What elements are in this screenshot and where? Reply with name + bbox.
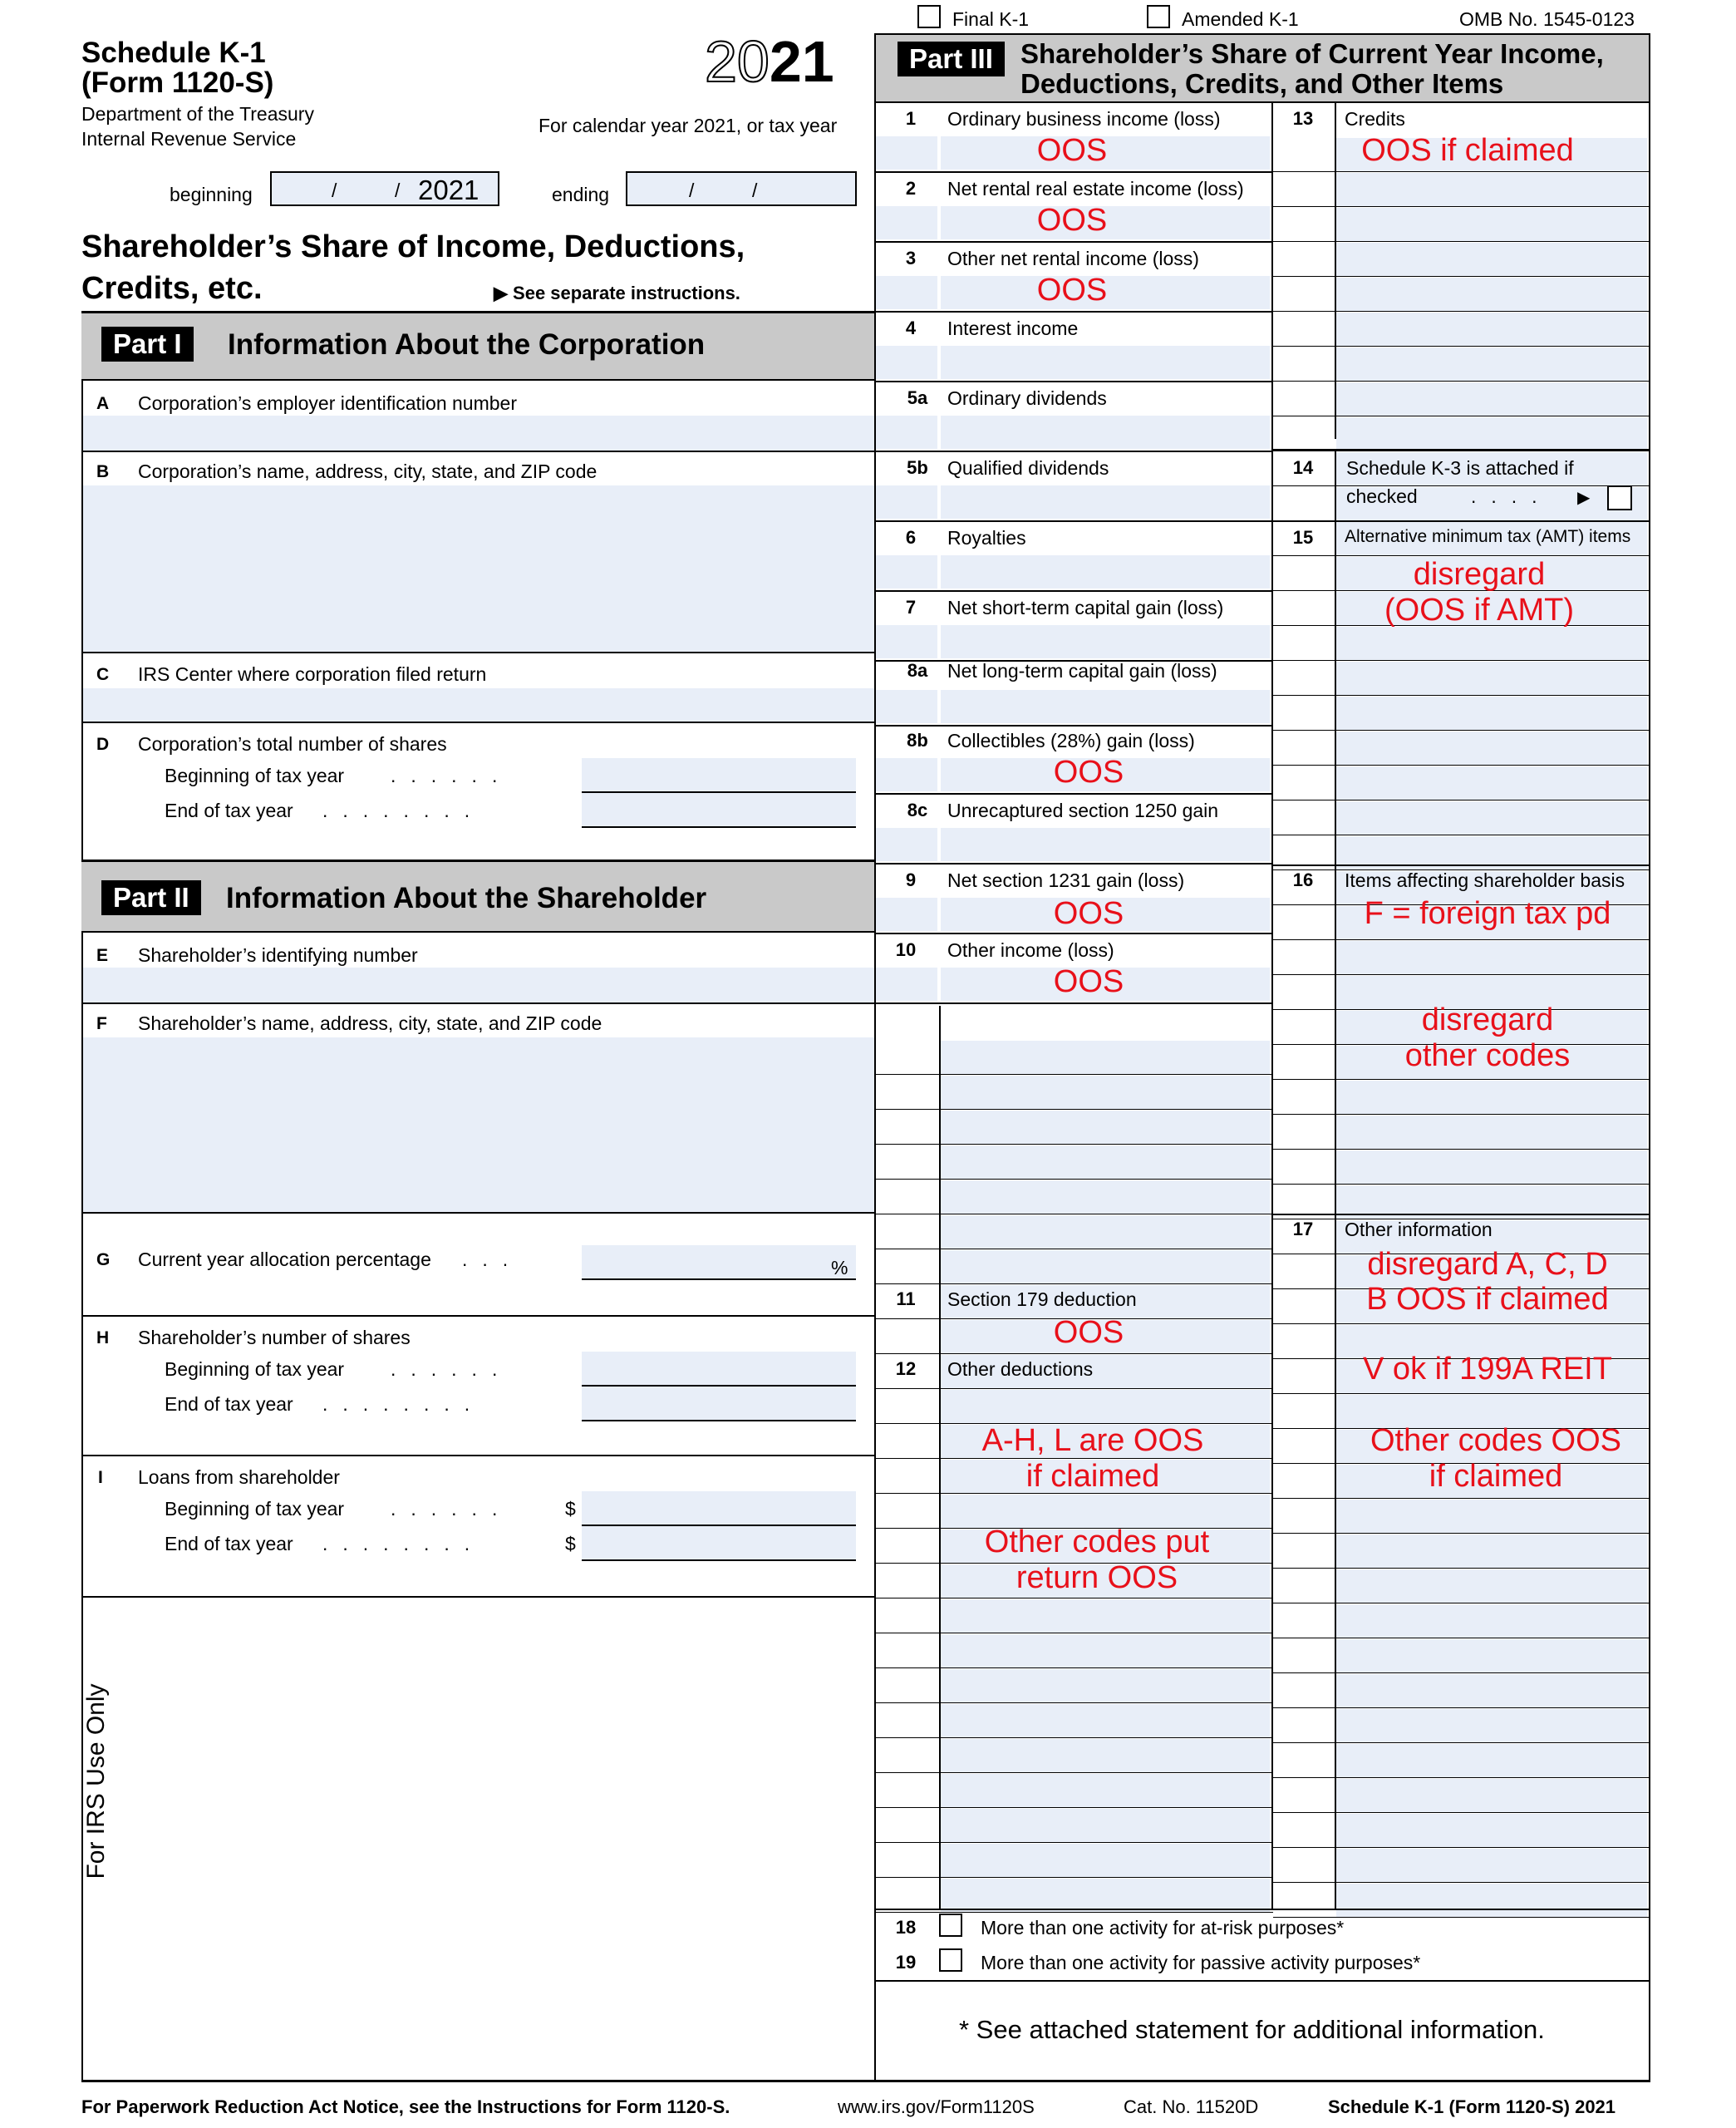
- form-title-line2: Credits, etc.: [81, 271, 263, 306]
- line-10-num: 10: [895, 939, 917, 960]
- beginning-year: 2021: [418, 175, 479, 205]
- p3-right-rule-166: [1273, 171, 1649, 172]
- divider-c: [81, 722, 874, 723]
- p3-left-fill-1924[interactable]: [941, 1599, 1270, 1633]
- p3-left-entry-7[interactable]: [941, 625, 1270, 658]
- line-14-arrow: ▶: [1577, 489, 1591, 507]
- letter-h: H: [96, 1328, 110, 1347]
- d-beginning-field[interactable]: [582, 758, 856, 793]
- p3-right-entry-460[interactable]: [1336, 382, 1647, 416]
- p3-left-code-8[interactable]: [876, 690, 937, 723]
- p3-left-fill-1504[interactable]: [941, 1250, 1270, 1283]
- p3-left-code-5[interactable]: [876, 485, 937, 519]
- annot-line9: OOS: [1053, 896, 1124, 931]
- annot-line12-d: return OOS: [1016, 1560, 1178, 1595]
- irs-name: Internal Revenue Service: [81, 128, 297, 150]
- tax-year: [705, 28, 834, 95]
- p3-left-fill-2092[interactable]: [941, 1739, 1270, 1772]
- p3-right-entry-2224[interactable]: [1336, 1849, 1647, 1882]
- bottom-border: [81, 2080, 1650, 2082]
- p3-left-code-3[interactable]: [876, 346, 937, 379]
- divider-f: [81, 1212, 874, 1214]
- divider-h: [81, 1455, 874, 1456]
- line-18-num: 18: [895, 1917, 917, 1938]
- year-outline: 20: [705, 29, 770, 94]
- line-5b-label: Qualified dividends: [947, 457, 1109, 479]
- p3-left-fill-rule-2050: [874, 1737, 1273, 1738]
- label-e: Shareholder’s identifying number: [138, 944, 418, 966]
- p3-right-entry-2056[interactable]: [1336, 1709, 1647, 1742]
- divider-e: [81, 1002, 874, 1004]
- footer-paperwork: For Paperwork Reduction Act Notice, see the Instructions for Form 1120-S.: [81, 2096, 730, 2117]
- line-5a-label: Ordinary dividends: [947, 387, 1107, 409]
- line-4-num: 4: [905, 318, 917, 338]
- i-end-dots: ........: [322, 1533, 485, 1554]
- p3-right-entry-1888[interactable]: [1336, 1569, 1647, 1603]
- p3-right-entry-2098[interactable]: [1336, 1744, 1647, 1777]
- p3-left-fill-2134[interactable]: [941, 1774, 1270, 1807]
- part3-tag: Part III: [898, 42, 1005, 76]
- p3-left-rule-5: [874, 520, 1273, 522]
- p3-right-entry-922[interactable]: [1336, 766, 1647, 800]
- p3-left-fill-rule-1588: [874, 1353, 1273, 1354]
- annot-line16-a: F = foreign tax pd: [1364, 896, 1611, 931]
- annot-line17-b: B OOS if claimed: [1366, 1282, 1609, 1317]
- line-4-label: Interest income: [947, 318, 1079, 339]
- p3-left-rule-1: [874, 241, 1273, 243]
- g-dots: ...: [462, 1249, 524, 1270]
- p3-left-code-10[interactable]: [876, 828, 937, 861]
- p3-left-entry-10[interactable]: [941, 828, 1270, 861]
- line-7-num: 7: [905, 597, 917, 618]
- annot-line11: OOS: [1053, 1315, 1124, 1350]
- footer-cat: Cat. No. 11520D: [1124, 2096, 1259, 2117]
- p3-right-entry-1300[interactable]: [1336, 1081, 1647, 1114]
- p3-right-entry-208[interactable]: [1336, 173, 1647, 206]
- line-15-label: Alternative minimum tax (AMT) items: [1345, 527, 1631, 546]
- line-11-num: 11: [896, 1288, 916, 1309]
- p3-right-rule-544: [1273, 485, 1649, 486]
- p3-right-section-540: [1273, 449, 1649, 451]
- p3-left-code-2[interactable]: [876, 276, 937, 309]
- letter-b: B: [96, 462, 110, 481]
- h-end-dots: ........: [322, 1393, 485, 1415]
- line-3-label: Other net rental income (loss): [947, 248, 1199, 269]
- calendar-year-text: For calendar year 2021, or tax year: [539, 115, 838, 136]
- field-b[interactable]: [83, 485, 874, 652]
- p3-right-entry-838[interactable]: [1336, 697, 1647, 730]
- p3-right-entry-796[interactable]: [1336, 662, 1647, 695]
- line-14-num: 14: [1292, 457, 1314, 478]
- field-a[interactable]: [83, 416, 874, 451]
- p3-right-entry-880[interactable]: [1336, 732, 1647, 765]
- i-beginning-dots: ......: [391, 1498, 513, 1520]
- p3-left-fill-2008[interactable]: [941, 1669, 1270, 1702]
- line-12-num: 12: [895, 1358, 917, 1379]
- omb-number: OMB No. 1545-0123: [1459, 8, 1635, 30]
- p3-left-fill-2218[interactable]: [941, 1844, 1270, 1877]
- p3-left-rule-8: [874, 725, 1273, 727]
- p3-right-rule-208: [1273, 206, 1649, 207]
- letter-a: A: [96, 394, 110, 413]
- p3-left-code-6[interactable]: [876, 555, 937, 589]
- attached-statement: * See attached statement for additional information.: [959, 2015, 1545, 2044]
- line-13-num: 13: [1292, 108, 1314, 129]
- line-1-label: Ordinary business income (loss): [947, 108, 1221, 130]
- part3-title-line1: Shareholder’s Share of Current Year Income,: [1020, 38, 1604, 69]
- label-a: Corporation’s employer identification number: [138, 392, 517, 414]
- line-14-label1: Schedule K-3 is attached if: [1346, 457, 1574, 479]
- annot-line17-e: if claimed: [1429, 1459, 1563, 1494]
- p3-left-fill-rule-2134: [874, 1807, 1273, 1808]
- line-17-label: Other information: [1345, 1219, 1493, 1240]
- p3-left-fill-2050[interactable]: [941, 1704, 1270, 1737]
- annot-line15-b: (OOS if AMT): [1384, 593, 1574, 628]
- p3-right-entry-1972[interactable]: [1336, 1639, 1647, 1672]
- schedule-title: Schedule K-1: [81, 37, 266, 69]
- ending-date-field[interactable]: / /: [626, 171, 857, 206]
- h-beginning-dots: ......: [391, 1358, 513, 1380]
- letter-f: F: [96, 1014, 107, 1033]
- line-16-num: 16: [1292, 869, 1314, 890]
- line-8a-label: Net long-term capital gain (loss): [947, 660, 1217, 682]
- label-b: Corporation’s name, address, city, state, and ZIP code: [138, 461, 598, 482]
- divider-b: [81, 652, 874, 653]
- p3-left-fill-rule-1252: [874, 1074, 1273, 1075]
- p3-left-fill-1420[interactable]: [941, 1180, 1270, 1214]
- line-7-label: Net short-term capital gain (loss): [947, 597, 1224, 618]
- d-beginning-dots: ......: [391, 765, 513, 786]
- amended-k1-label: Amended K-1: [1182, 8, 1299, 30]
- p3-right-entry-2140[interactable]: [1336, 1779, 1647, 1812]
- p3-right-rule-1090: [1273, 939, 1649, 940]
- g-percentage-field[interactable]: [582, 1245, 856, 1280]
- p3-right-rule-2182: [1273, 1847, 1649, 1848]
- p3-left-fill-rule-1966: [874, 1667, 1273, 1668]
- i-beginning-label: Beginning of tax year: [165, 1498, 345, 1520]
- p3-left-entry-3[interactable]: [941, 346, 1270, 379]
- p3-left-code-4[interactable]: [876, 416, 937, 449]
- p3-left-rule-12: [874, 1002, 1273, 1004]
- p3-right-section-626: [1273, 520, 1649, 522]
- line-19-label: More than one activity for passive activity purposes*: [981, 1952, 1421, 1973]
- beginning-date-field[interactable]: / / 2021: [270, 171, 499, 206]
- amended-k1-checkbox[interactable]: [1147, 5, 1170, 28]
- p3-left-code-12[interactable]: [876, 968, 937, 1001]
- p3-right-entry-2014[interactable]: [1336, 1674, 1647, 1707]
- p3-left-fill-rule-2008: [874, 1702, 1273, 1703]
- line-3-num: 3: [905, 248, 917, 268]
- line-6-num: 6: [905, 527, 917, 548]
- p3-right-rule-1804: [1273, 1533, 1649, 1534]
- p3-right-rule-754: [1273, 660, 1649, 661]
- p3-left-rule-9: [874, 793, 1273, 795]
- h-beginning-field[interactable]: [582, 1352, 856, 1387]
- letter-d: D: [96, 735, 110, 754]
- line-10-label: Other income (loss): [947, 939, 1114, 961]
- p3-left-rule-3: [874, 381, 1273, 382]
- annot-line12-a: A-H, L are OOS: [981, 1423, 1204, 1458]
- p3-left-fill-1966[interactable]: [941, 1634, 1270, 1667]
- p3-left-code-1[interactable]: [876, 206, 937, 239]
- p3-left-code-9[interactable]: [876, 758, 937, 791]
- p3-right-rule-1342: [1273, 1149, 1649, 1150]
- p3-right-entry-1804[interactable]: [1336, 1500, 1647, 1533]
- line-8a-num: 8a: [907, 660, 928, 681]
- p3-left-fill-rule-1504: [874, 1283, 1273, 1284]
- p3-right-rule-2140: [1273, 1812, 1649, 1813]
- annot-line17-a: disregard A, C, D: [1367, 1247, 1608, 1282]
- k3-attached-checkbox[interactable]: [1607, 485, 1632, 510]
- p3-left-fill-rule-2260: [874, 1912, 1273, 1913]
- p3-right-entry-754[interactable]: [1336, 627, 1647, 660]
- i-beginning-dollar: $: [565, 1498, 576, 1520]
- p3-left-fill-rule-2092: [874, 1772, 1273, 1773]
- line-8c-num: 8c: [907, 800, 928, 820]
- p3-right-entry-376[interactable]: [1336, 313, 1647, 346]
- part1-tag: Part I: [101, 327, 194, 362]
- p3-right-rule-250: [1273, 241, 1649, 242]
- i-end-dollar: $: [565, 1533, 576, 1554]
- p3-right-entry-2266[interactable]: [1336, 1884, 1647, 1917]
- annot-line16-c: other codes: [1404, 1038, 1571, 1073]
- i-end-field[interactable]: [582, 1526, 856, 1561]
- p3-left-fill-1798[interactable]: [941, 1495, 1270, 1528]
- line-19-checkbox[interactable]: [939, 1948, 962, 1972]
- h-beginning-label: Beginning of tax year: [165, 1358, 345, 1380]
- d-end-field[interactable]: [582, 793, 856, 828]
- final-k1-label: Final K-1: [952, 8, 1030, 30]
- annot-line12-b: if claimed: [1025, 1459, 1160, 1494]
- i-end-label: End of tax year: [165, 1533, 293, 1554]
- h-end-field[interactable]: [582, 1387, 856, 1421]
- line-1-num: 1: [905, 108, 917, 129]
- line-17-num: 17: [1292, 1219, 1314, 1239]
- part2-title: Information About the Shareholder: [226, 882, 707, 914]
- p3-left-rule-10: [874, 863, 1273, 864]
- p3-left-fill-rule-1630: [874, 1388, 1273, 1389]
- letter-e: E: [96, 946, 109, 965]
- p3-right-rule-1846: [1273, 1568, 1649, 1569]
- p3-left-fill-1336[interactable]: [941, 1111, 1270, 1144]
- p3-left-fill-rule-2218: [874, 1877, 1273, 1878]
- line-19-num: 19: [895, 1952, 917, 1973]
- field-f[interactable]: [83, 1037, 874, 1212]
- p3-left-entry-4[interactable]: [941, 416, 1270, 449]
- p3-right-rule-1972: [1273, 1672, 1649, 1673]
- p3-right-rule-1300: [1273, 1114, 1649, 1115]
- p3-left-rule-2: [874, 311, 1273, 313]
- p3-right-section-1460: [1273, 1214, 1649, 1215]
- label-g: Current year allocation percentage: [138, 1249, 431, 1270]
- dept-treasury: Department of the Treasury: [81, 103, 314, 125]
- p3-right-rule-1762: [1273, 1498, 1649, 1499]
- percent-sign: %: [831, 1257, 848, 1278]
- p3-left-rule-11: [874, 933, 1273, 934]
- p3-left-fill-1378[interactable]: [941, 1145, 1270, 1179]
- label-c: IRS Center where corporation filed return: [138, 663, 487, 685]
- divider-g: [81, 1315, 874, 1317]
- divider-18: [874, 1909, 1650, 1910]
- p3-left-fill-rule-2176: [874, 1842, 1273, 1843]
- p3-left-rule-0: [874, 171, 1273, 173]
- ending-label: ending: [552, 184, 610, 205]
- p3-right-entry-292[interactable]: [1336, 243, 1647, 276]
- footer-url: www.irs.gov/Form1120S: [838, 2096, 1035, 2117]
- right-border: [1649, 33, 1650, 2081]
- annot-line15-a: disregard: [1413, 557, 1546, 592]
- letter-g: G: [96, 1250, 111, 1269]
- p3-left-entry-6[interactable]: [941, 555, 1270, 589]
- annot-line17-d: Other codes OOS: [1370, 1423, 1621, 1458]
- p3-right-entry-1132[interactable]: [1336, 941, 1647, 974]
- p3-right-rule-2224: [1273, 1882, 1649, 1883]
- annot-line13: OOS if claimed: [1361, 133, 1574, 168]
- year-bold: 21: [769, 29, 834, 94]
- p3-right-rule-292: [1273, 276, 1649, 277]
- d-beginning-label: Beginning of tax year: [165, 765, 345, 786]
- p3-right-rule-376: [1273, 346, 1649, 347]
- p3-right-entry-964[interactable]: [1336, 801, 1647, 835]
- p3-right-rule-418: [1273, 381, 1649, 382]
- line-15-num: 15: [1292, 527, 1314, 548]
- p3-right-rule-628: [1273, 555, 1649, 556]
- p3-right-rule-2056: [1273, 1742, 1649, 1743]
- line-8b-label: Collectibles (28%) gain (loss): [947, 730, 1195, 751]
- final-k1-checkbox[interactable]: [917, 5, 941, 28]
- see-instructions: ▶ See separate instructions.: [494, 283, 740, 303]
- p3-left-rule-6: [874, 590, 1273, 592]
- line-18-label: More than one activity for at-risk purposes*: [981, 1917, 1345, 1938]
- part2-tag: Part II: [101, 880, 201, 915]
- line-12-label: Other deductions: [947, 1358, 1094, 1380]
- p3-left-rule-4: [874, 451, 1273, 452]
- annot-line8b: OOS: [1053, 755, 1124, 790]
- field-e[interactable]: [83, 968, 874, 1002]
- beginning-label: beginning: [170, 184, 253, 205]
- p3-right-entry-250[interactable]: [1336, 208, 1647, 241]
- line-14-dots: ....: [1471, 485, 1552, 507]
- part1-header: [81, 311, 874, 381]
- label-d: Corporation’s total number of shares: [138, 733, 447, 755]
- label-f: Shareholder’s name, address, city, state, and ZIP code: [138, 1012, 602, 1034]
- field-c[interactable]: [83, 688, 874, 723]
- annot-line1: OOS: [1036, 133, 1108, 168]
- annot-line12-c: Other codes put: [984, 1525, 1210, 1559]
- line-8c-label: Unrecaptured section 1250 gain: [947, 800, 1219, 821]
- line-5b-num: 5b: [907, 457, 928, 478]
- line-6-label: Royalties: [947, 527, 1026, 549]
- p3-right-rule-880: [1273, 765, 1649, 766]
- p3-left-fill-1294[interactable]: [941, 1076, 1270, 1109]
- letter-c: C: [96, 665, 110, 684]
- divider-19: [874, 1980, 1650, 1982]
- annot-line2: OOS: [1036, 203, 1108, 238]
- line-5a-num: 5a: [907, 387, 928, 408]
- label-h: Shareholder’s number of shares: [138, 1327, 411, 1348]
- line-18-checkbox[interactable]: [939, 1914, 962, 1937]
- p3-left-fill-1462[interactable]: [941, 1215, 1270, 1249]
- footer-form: Schedule K-1 (Form 1120-S) 2021: [1328, 2096, 1616, 2117]
- p3-right-entry-334[interactable]: [1336, 278, 1647, 311]
- part1-title: Information About the Corporation: [228, 328, 706, 361]
- p3-right-section-1040: [1273, 864, 1649, 866]
- line-14-label2: checked: [1346, 485, 1418, 507]
- line-2-num: 2: [905, 178, 917, 199]
- p3-left-code-7[interactable]: [876, 625, 937, 658]
- p3-left-entry-8[interactable]: [941, 690, 1270, 723]
- h-end-label: End of tax year: [165, 1393, 293, 1415]
- p3-right-rule-1636: [1273, 1393, 1649, 1394]
- line-2-label: Net rental real estate income (loss): [947, 178, 1244, 200]
- line-9-num: 9: [905, 869, 917, 890]
- line-11-label: Section 179 deduction: [947, 1288, 1137, 1310]
- line-16-label: Items affecting shareholder basis: [1345, 869, 1625, 891]
- p3-left-fill-rule-1336: [874, 1144, 1273, 1145]
- p3-right-rule-2098: [1273, 1777, 1649, 1778]
- p3-right-rule-838: [1273, 730, 1649, 731]
- label-i: Loans from shareholder: [138, 1466, 340, 1488]
- p3-right-entry-1930[interactable]: [1336, 1604, 1647, 1638]
- p3-right-entry-418[interactable]: [1336, 347, 1647, 381]
- p3-right-entry-1342[interactable]: [1336, 1116, 1647, 1149]
- annot-line3: OOS: [1036, 273, 1108, 308]
- p3-right-entry-2182[interactable]: [1336, 1814, 1647, 1847]
- divider-i: [81, 1596, 874, 1598]
- annot-line16-b: disregard: [1421, 1002, 1554, 1037]
- form-title-line1: Shareholder’s Share of Income, Deductions,: [81, 229, 745, 264]
- p3-right-rule-334: [1273, 311, 1649, 312]
- part3-header: [876, 35, 1649, 103]
- d-end-label: End of tax year: [165, 800, 293, 821]
- p3-left-fill-rule-1294: [874, 1109, 1273, 1110]
- p3-right-rule-1132: [1273, 974, 1649, 975]
- p3-right-entry-1384[interactable]: [1336, 1150, 1647, 1184]
- p3-right-entry-502[interactable]: [1336, 417, 1647, 451]
- p3-left-fill-2260[interactable]: [941, 1879, 1270, 1912]
- part2-header: [81, 860, 874, 933]
- line-9-label: Net section 1231 gain (loss): [947, 869, 1185, 891]
- line-8b-num: 8b: [907, 730, 928, 751]
- p3-right-entry-1846[interactable]: [1336, 1534, 1647, 1568]
- p3-left-code-0[interactable]: [876, 136, 937, 170]
- p3-left-fill-1672[interactable]: [941, 1390, 1270, 1423]
- part3-title-line2: Deductions, Credits, and Other Items: [1020, 68, 1504, 99]
- p3-left-fill-2176[interactable]: [941, 1809, 1270, 1842]
- p3-right-rule-1258: [1273, 1079, 1649, 1080]
- p3-left-code-11[interactable]: [876, 898, 937, 931]
- p3-right-rule-1552: [1273, 1323, 1649, 1324]
- p3-left-fill-1252[interactable]: [941, 1041, 1270, 1074]
- divider-a: [81, 451, 874, 452]
- p3-right-rule-2014: [1273, 1707, 1649, 1708]
- p3-left-entry-5[interactable]: [941, 485, 1270, 519]
- letter-i: I: [98, 1468, 103, 1487]
- form-number: (Form 1120-S): [81, 66, 274, 99]
- middle-border: [874, 33, 876, 2081]
- line-13-label: Credits: [1345, 108, 1405, 130]
- annot-line17-c: V ok if 199A REIT: [1363, 1352, 1612, 1387]
- irs-use-only: For IRS Use Only: [82, 1683, 110, 1879]
- p3-left-fill-rule-1378: [874, 1179, 1273, 1180]
- p3-right-rule-796: [1273, 695, 1649, 696]
- d-end-dots: ........: [322, 800, 485, 821]
- i-beginning-field[interactable]: [582, 1491, 856, 1526]
- p3-right-rule-1384: [1273, 1184, 1649, 1185]
- annot-line10: OOS: [1053, 964, 1124, 999]
